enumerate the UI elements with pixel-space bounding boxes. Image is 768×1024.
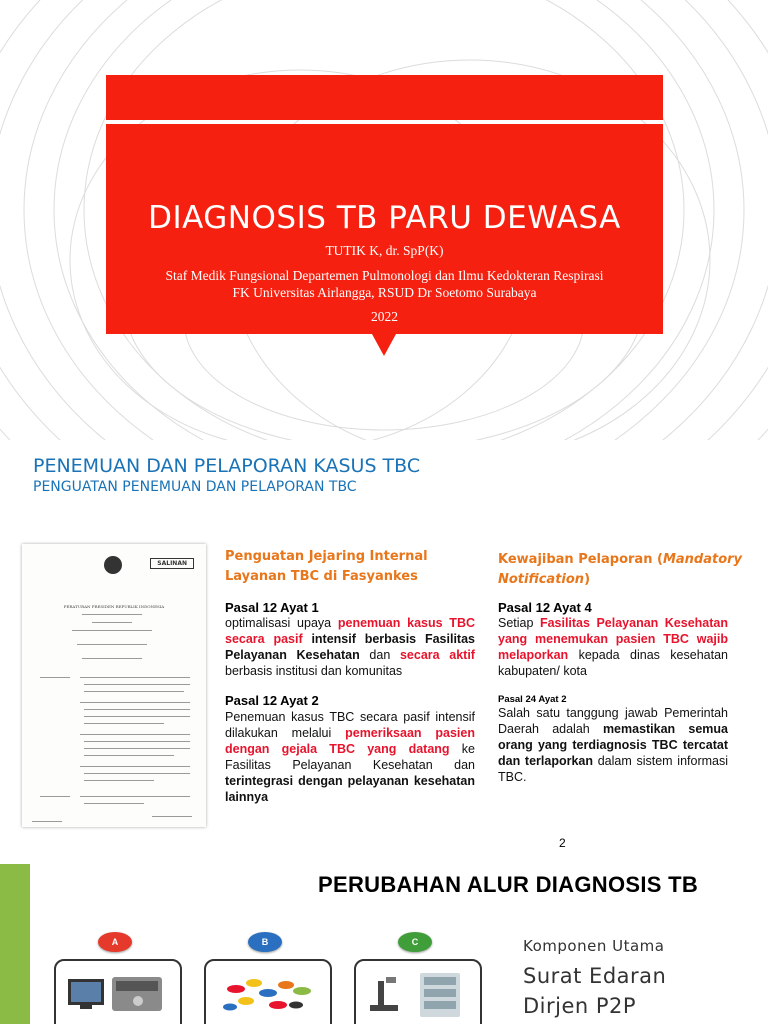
affiliation-line-1: Staf Medik Fungsional Departemen Pulmonologi dan Ilmu Kedokteran Respirasi	[165, 268, 604, 283]
col2-heading: Kewajiban Pelaporan (Mandatory Notification)	[498, 552, 743, 587]
col1-pasal-1-text: optimalisasi upaya penemuan kasus TBC secara pasif intensif berbasis Fasilitas Pelayanan Kesehatan dan secara aktif berbasis institusi dan komunitas	[225, 616, 475, 678]
diagnosis-flow-slide	[0, 864, 768, 1024]
col1-pasal-1-label: Pasal 12 Ayat 1	[225, 600, 319, 615]
page-number: 2	[559, 836, 566, 850]
col1-heading: Penguatan Jejaring Internal Layanan TBC di Fasyankes	[225, 549, 428, 584]
document-header: PERATURAN PRESIDEN REPUBLIK INDONESIA	[63, 604, 165, 609]
badge-b: B	[248, 932, 282, 952]
pills-icon	[206, 961, 330, 1024]
badge-a: A	[98, 932, 132, 952]
case-finding-slide	[0, 440, 768, 860]
microscope-icon	[356, 961, 480, 1024]
card-a-testing-machine	[54, 959, 182, 1024]
affiliation-line-2: FK Universitas Airlangga, RSUD Dr Soetomo Surabaya	[232, 285, 537, 300]
col1-pasal-2-text: Penemuan kasus TBC secara pasif intensif dilakukan melalui pemeriksaan pasien dengan gejala TBC yang datang ke Fasilitas Pelayanan Kesehatan dan terintegrasi dengan pelayanan kesehatan lainnya	[225, 710, 475, 804]
slide2-subtitle: PENGUATAN PENEMUAN DAN PELAPORAN TBC	[33, 479, 357, 495]
green-side-bar	[0, 864, 30, 1024]
col2-pasal-1-label: Pasal 12 Ayat 4	[498, 600, 592, 615]
computer-machine-icon	[56, 961, 180, 1024]
author-name: TUTIK K, dr. SpP(K)	[325, 243, 444, 258]
card-b-medicines	[204, 959, 332, 1024]
col1-pasal-2-label: Pasal 12 Ayat 2	[225, 693, 319, 708]
title-box	[106, 124, 663, 334]
col2-pasal-1-text: Setiap Fasilitas Pelayanan Kesehatan yang menemukan pasien TBC wajib melaporkan kepada dinas kesehatan kabupaten/ kota	[498, 616, 728, 678]
card-c-lab-equipment	[354, 959, 482, 1024]
garuda-emblem-icon	[104, 556, 122, 574]
title-top-band	[106, 75, 663, 120]
col2-pasal-2-label: Pasal 24 Ayat 2	[498, 694, 567, 705]
col2-pasal-2-text: Salah satu tanggung jawab Pemerintah Daerah adalah memastikan semua orang yang terdiagnosis TBC tercatat dan terlaporkan dalam sistem informasi TBC.	[498, 706, 728, 784]
slide2-title: PENEMUAN DAN PELAPORAN KASUS TBC	[33, 455, 421, 477]
side-label-circular: Surat Edaran	[523, 964, 667, 988]
slide3-title: PERUBAHAN ALUR DIAGNOSIS TB	[318, 872, 699, 897]
side-label-directorate: Dirjen P2P	[523, 994, 637, 1018]
regulation-document-thumbnail	[22, 544, 206, 827]
title-pointer-arrow	[372, 334, 396, 356]
salinan-stamp: SALINAN	[150, 558, 194, 569]
presentation-year: 2022	[371, 309, 398, 324]
badge-c: C	[398, 932, 432, 952]
slide-title: DIAGNOSIS TB PARU DEWASA	[148, 200, 621, 236]
side-label-component: Komponen Utama	[523, 937, 665, 955]
title-slide	[0, 0, 768, 440]
